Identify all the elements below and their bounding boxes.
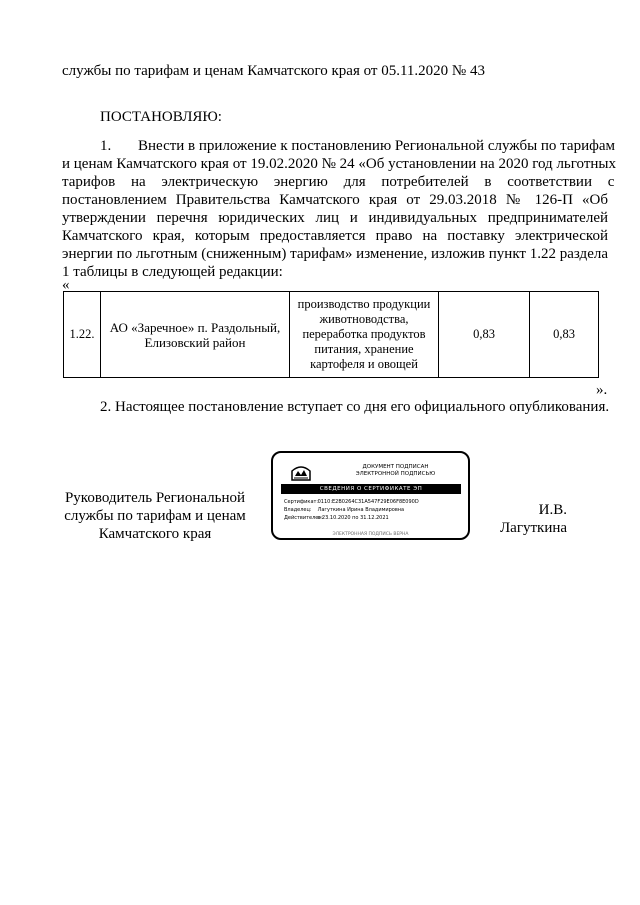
- signatory-initials: И.В.: [538, 502, 567, 518]
- item1-line-5: утверждении перечня юридических лиц и индивидуальных предпринимателей: [62, 210, 608, 226]
- item1-line-7: энергии по льготным (сниженным) тарифам» изменение, изложив пункт 1.22 раздела: [62, 246, 608, 262]
- item1-line-6: Камчатского края, которым предоставляется право на поставку электрической: [62, 228, 608, 244]
- item1-number: 1.: [100, 138, 112, 154]
- validity-value: с 23.10.2020 по 31.12.2021: [317, 515, 389, 521]
- activity-line-2: животноводства,: [319, 312, 409, 326]
- activity-line-5: картофеля и овощей: [310, 357, 418, 371]
- stamp-certificate-row: [284, 499, 419, 505]
- position-line-1: Руководитель Региональной: [64, 490, 246, 506]
- header-continuation-line: службы по тарифам и ценам Камчатского края от 05.11.2020 № 43: [62, 63, 485, 79]
- item2-text: 2. Настоящее постановление вступает со дня его официального опубликования.: [100, 399, 610, 415]
- stamp-validity-row: [284, 515, 389, 521]
- stamp-certificate-bar: СВЕДЕНИЯ О СЕРТИФИКАТЕ ЭП: [281, 484, 461, 494]
- signatory-position: [62, 489, 248, 543]
- validity-label: Действителен:: [284, 515, 324, 521]
- table-cell-value-2: 0,83: [530, 292, 599, 378]
- organization-line-2: Елизовский район: [144, 334, 246, 350]
- table-cell-activity: [290, 292, 439, 378]
- activity-line-4: питания, хранение: [314, 342, 414, 356]
- table-cell-value-1: 0,83: [439, 292, 530, 378]
- position-line-2: службы по тарифам и ценам: [64, 508, 246, 524]
- table-cell-number: 1.22.: [64, 292, 101, 378]
- certificate-label: Сертификат:: [284, 499, 319, 505]
- emblem-icon: [290, 462, 312, 482]
- item1-line-4: постановлением Правительства Камчатского края от 29.03.2018 № 126-П «Об: [62, 192, 608, 208]
- stamp-header-line-1: ДОКУМЕНТ ПОДПИСАН: [362, 464, 429, 470]
- signatory-name: [500, 501, 600, 537]
- stamp-header-line-2: ЭЛЕКТРОННОЙ ПОДПИСЬЮ: [355, 471, 436, 477]
- item1-line-8: 1 таблицы в следующей редакции:: [62, 264, 283, 280]
- stamp-owner-row: [284, 507, 404, 513]
- position-line-3: Камчатского края: [98, 526, 212, 542]
- signatory-surname: Лагуткина: [500, 520, 568, 536]
- item1-line-2: и ценам Камчатского края от 19.02.2020 № 24 «Об установлении на 2020 год льготных: [62, 156, 617, 172]
- tariff-table: [63, 291, 599, 378]
- certificate-value: 0110:E2B0264C31A547F29E06F8E090D: [317, 499, 419, 505]
- owner-value: Лагуткина Ирина Владимировна: [317, 507, 405, 513]
- activity-line-1: производство продукции: [297, 297, 431, 311]
- table-cell-organization: [101, 292, 290, 378]
- table-row: [64, 292, 599, 378]
- postanovlyayu-heading: ПОСТАНОВЛЯЮ:: [100, 109, 222, 125]
- quote-close: ».: [596, 382, 608, 398]
- stamp-footer: ЭЛЕКТРОННАЯ ПОДПИСЬ ВЕРНА: [332, 532, 409, 537]
- owner-label: Владелец:: [284, 507, 312, 513]
- activity-line-3: переработка продуктов: [302, 327, 426, 341]
- electronic-signature-stamp: [271, 451, 470, 540]
- item1-line-3: тарифов на электрическую энергию для потребителей в соответствии с: [62, 174, 615, 190]
- organization-line-1: АО «Заречное» п. Раздольный,: [109, 319, 281, 335]
- quote-open: «: [62, 277, 70, 293]
- item1-line-1: Внести в приложение к постановлению Региональной службы по тарифам: [138, 138, 615, 154]
- stamp-header: [328, 464, 463, 478]
